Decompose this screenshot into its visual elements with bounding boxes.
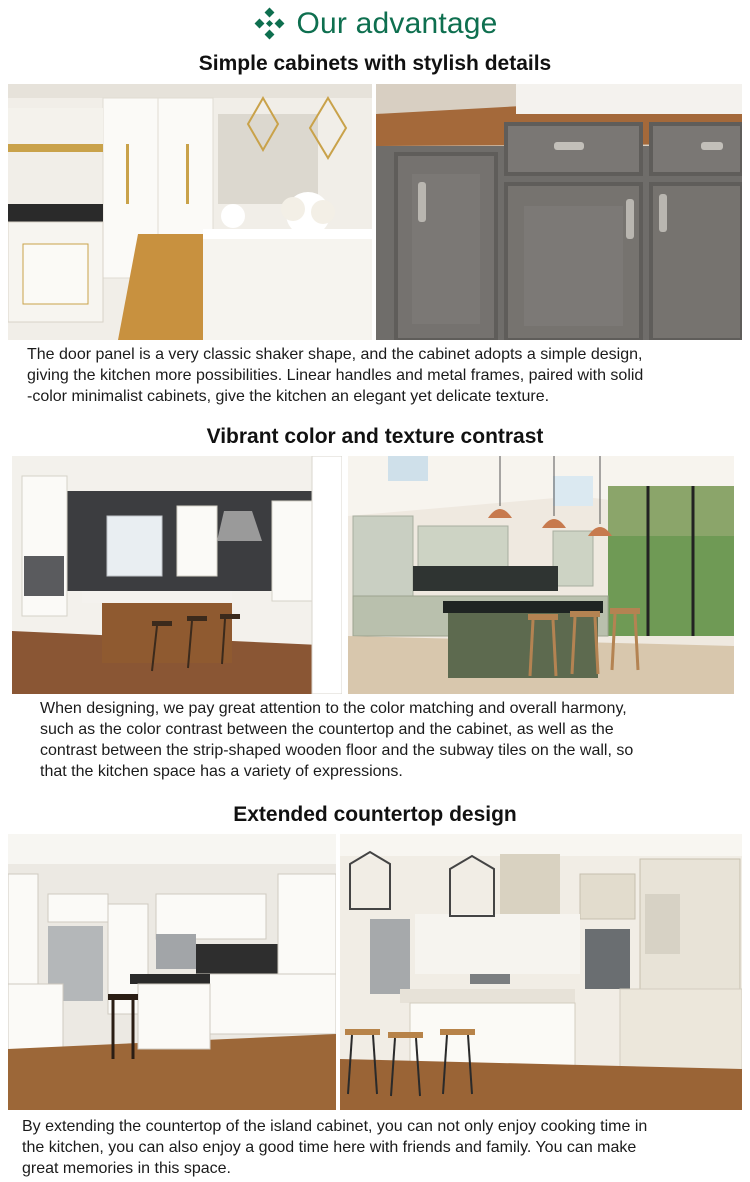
section-title-simple-cabinets: Simple cabinets with stylish details xyxy=(198,52,552,75)
section-text-simple-cabinets xyxy=(27,344,643,407)
photo-gray-shaker-cabinets xyxy=(376,84,742,340)
text-line: great memories in this space. xyxy=(22,1160,231,1177)
text-line: such as the color contrast between the countertop and the cabinet, as well as the xyxy=(40,721,614,738)
diamond-cluster-icon xyxy=(252,7,286,41)
photo-white-gold-kitchen xyxy=(8,84,372,340)
photo-dark-tile-wood-island xyxy=(12,456,342,694)
page-header xyxy=(0,2,750,46)
text-line: the kitchen, you can also enjoy a good time here with friends and family. You can make xyxy=(22,1139,637,1156)
text-line: When designing, we pay great attention to the color matching and overall harmony, xyxy=(40,700,627,717)
section-title-extended-countertop: Extended countertop design xyxy=(233,803,517,826)
section-text-color-contrast xyxy=(40,698,633,782)
photo-sage-island-pendants xyxy=(348,456,734,694)
text-line: that the kitchen space has a variety of expressions. xyxy=(40,763,403,780)
photo-cream-kitchen-lanterns xyxy=(340,834,742,1110)
page-title: Our advantage xyxy=(296,7,498,40)
text-line: The door panel is a very classic shaker shape, and the cabinet adopts a simple design, xyxy=(27,346,643,363)
text-line: -color minimalist cabinets, give the kitchen an elegant yet delicate texture. xyxy=(27,388,550,405)
text-line: giving the kitchen more possibilities. Linear handles and metal frames, paired with solid xyxy=(27,367,644,384)
section-title-color-contrast: Vibrant color and texture contrast xyxy=(206,425,544,448)
text-line: contrast between the strip-shaped wooden floor and the subway tiles on the wall, so xyxy=(40,742,634,759)
text-line: By extending the countertop of the island cabinet, you can not only enjoy cooking time in xyxy=(22,1118,648,1135)
photo-white-kitchen-island xyxy=(8,834,336,1110)
section-text-extended-countertop xyxy=(22,1116,647,1179)
